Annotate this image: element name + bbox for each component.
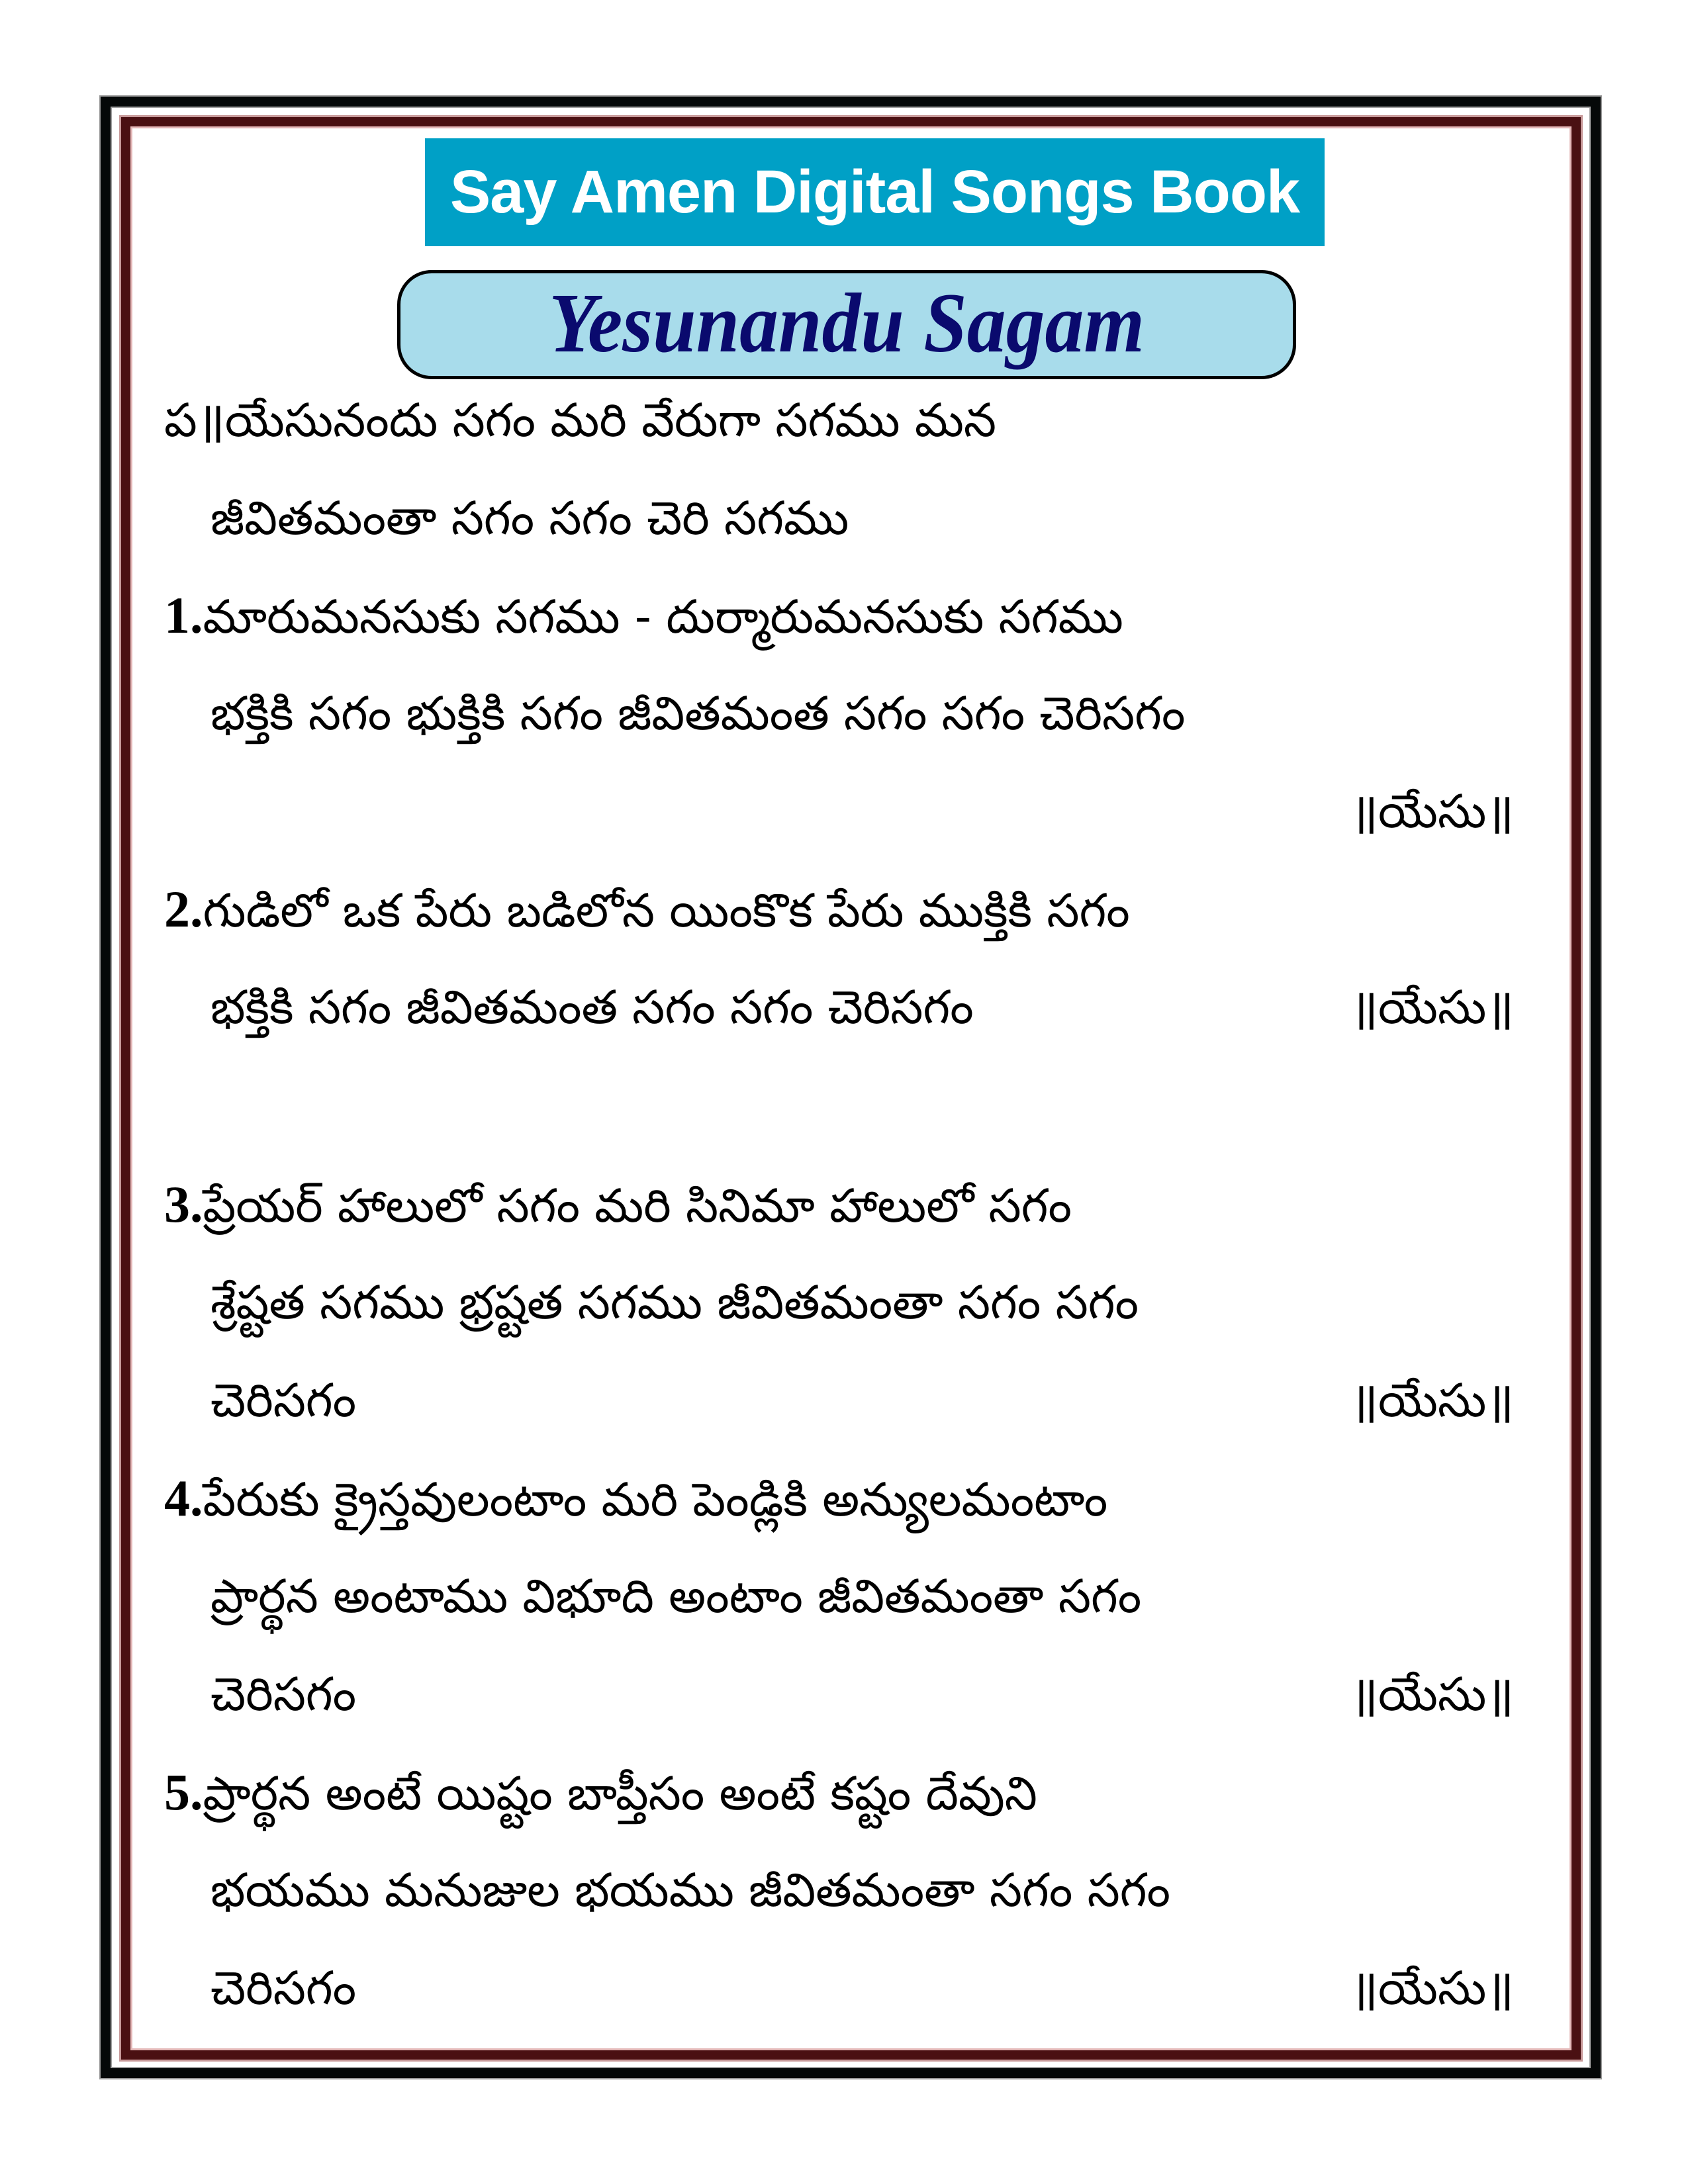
verse-2-line-2 bbox=[211, 974, 974, 1040]
verse-5-refrain: ॥యేసు॥ bbox=[1350, 1961, 1515, 2015]
verse-text: ప్రార్థన అంటే యిష్టం బాప్తీసం అంటే కష్టం దేవుని bbox=[203, 1766, 1037, 1821]
verse-number: 1. bbox=[164, 586, 203, 644]
songbook-header-text: Say Amen Digital Songs Book bbox=[449, 158, 1300, 226]
verse-text: మారుమనసుకు సగము - దుర్మారుమనసుకు సగము bbox=[203, 590, 1123, 644]
verse-text: ప్రేయర్ హాలులో సగం మరి సినిమా హాలులో సగం bbox=[203, 1179, 1072, 1233]
verse-number: 3. bbox=[164, 1175, 203, 1233]
verse-3-line-1 bbox=[164, 1171, 1072, 1239]
verse-2-line-1 bbox=[164, 876, 1130, 944]
verse-text: గుడిలో ఒక పేరు బడిలోన యింకొక పేరు ముక్తికి సగం bbox=[203, 884, 1130, 938]
verse-1-line-1 bbox=[164, 582, 1123, 650]
verse-text: భక్తికి సగం జీవితమంత సగం సగం చెరిసగం bbox=[211, 980, 974, 1034]
chorus-line-2 bbox=[211, 485, 849, 551]
verse-5-line-3 bbox=[211, 1955, 356, 2021]
verse-3-line-2 bbox=[211, 1269, 1139, 1336]
songbook-header-banner bbox=[425, 138, 1325, 246]
verse-text: పేరుకు క్రైస్తవులంటాం మరి పెండ్లికి అన్యులమంటాం bbox=[203, 1473, 1108, 1527]
verse-number: 4. bbox=[164, 1469, 203, 1527]
verse-4-line-1 bbox=[164, 1465, 1107, 1533]
verse-text: భయము మనుజుల భయము జీవితమంతా సగం సగం bbox=[211, 1863, 1171, 1917]
chorus-line-1 bbox=[164, 387, 996, 453]
verse-5-line-2 bbox=[211, 1857, 1170, 1923]
verse-1-refrain: ॥యేసు॥ bbox=[1350, 784, 1515, 839]
verse-text: భక్తికి సగం భుక్తికి సగం జీవితమంత సగం సగం చెరిసగం bbox=[211, 686, 1186, 741]
verse-text: ప్రార్థన అంటాము విభూది అంటాం జీవితమంతా సగం bbox=[211, 1569, 1142, 1623]
verse-text: చెరిసగం bbox=[211, 1667, 357, 1721]
verse-text: శ్రేష్టత సగము భ్రష్టత సగము జీవితమంతా సగం సగం bbox=[211, 1275, 1139, 1330]
verse-5-line-1 bbox=[164, 1759, 1037, 1827]
verse-4-refrain: ॥యేసు॥ bbox=[1350, 1667, 1515, 1721]
verse-1-line-2 bbox=[211, 680, 1185, 747]
song-title: Yesunandu Sagam bbox=[549, 275, 1145, 370]
verse-4-line-3 bbox=[211, 1661, 356, 1727]
verse-3-line-3 bbox=[211, 1367, 356, 1433]
chorus-text: జీవితమంతా సగం సగం చెరి సగము bbox=[211, 491, 849, 545]
verse-text: చెరిసగం bbox=[211, 1961, 357, 2015]
verse-number: 5. bbox=[164, 1763, 203, 1821]
chorus-text: యేసునందు సగం మరి వేరుగా సగము మన bbox=[224, 393, 997, 447]
chorus-label: ప॥ bbox=[164, 393, 225, 447]
verse-3-refrain: ॥యేసు॥ bbox=[1350, 1373, 1515, 1428]
verse-number: 2. bbox=[164, 880, 203, 938]
verse-2-refrain: ॥యేసు॥ bbox=[1350, 980, 1515, 1034]
song-title-box bbox=[397, 270, 1296, 379]
verse-text: చెరిసగం bbox=[211, 1373, 357, 1428]
verse-4-line-2 bbox=[211, 1563, 1141, 1629]
